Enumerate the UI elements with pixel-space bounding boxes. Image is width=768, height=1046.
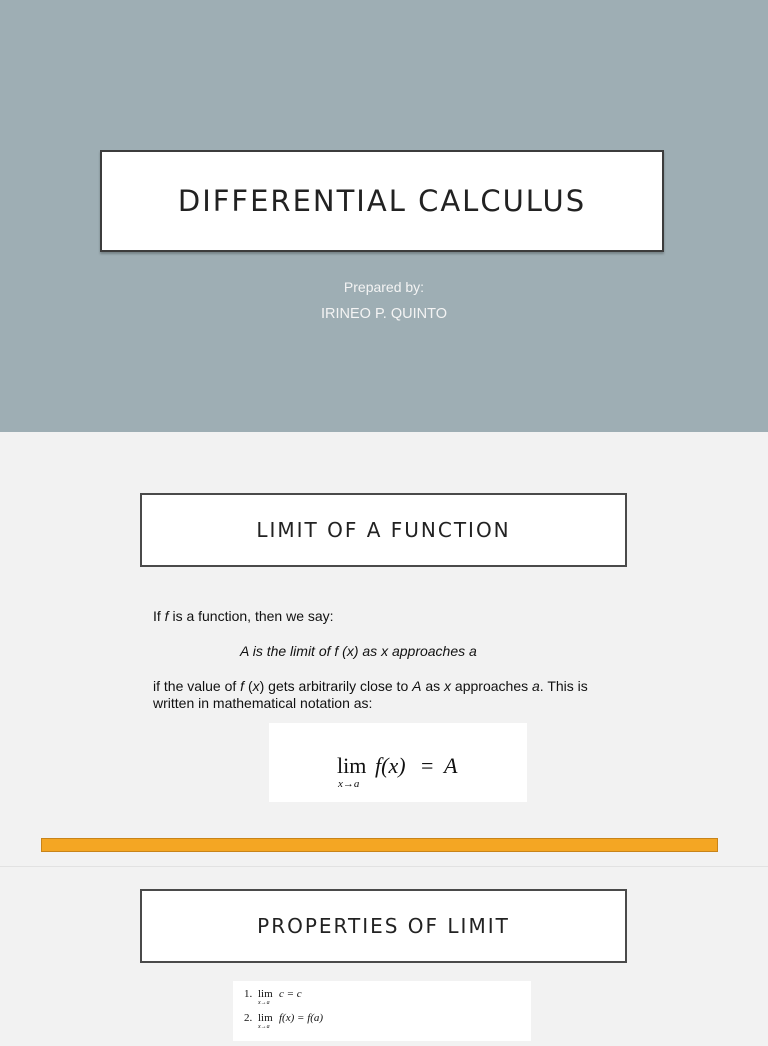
def-part: ) gets arbitrarily close to	[259, 678, 413, 694]
formula-expr: f(x)	[375, 753, 406, 778]
formula-sub: x→a	[338, 778, 360, 790]
property-2	[244, 1012, 323, 1030]
properties-image	[233, 981, 531, 1041]
def-part: A	[412, 678, 422, 694]
heading-box	[140, 493, 627, 567]
def-part: . This is written in mathematical notation as:	[153, 678, 588, 711]
property-number: 2.	[244, 1012, 253, 1024]
formula-lim: lim	[337, 753, 367, 778]
def-part: (	[244, 678, 253, 694]
intro-text	[153, 608, 623, 625]
property-number: 1.	[244, 988, 253, 1000]
slide-heading: LIMIT OF A FUNCTION	[256, 518, 511, 542]
properties-list	[233, 981, 531, 1041]
limit-formula	[269, 723, 527, 802]
limit-formula-image	[269, 723, 527, 802]
intro-post: is a function, then we say:	[168, 608, 334, 624]
def-part: approaches	[451, 678, 532, 694]
heading-box	[140, 889, 627, 963]
def-part: x	[252, 678, 260, 694]
properties-slide	[0, 866, 768, 1030]
intro-pre: If	[153, 608, 165, 624]
property-lim: lim	[258, 1012, 273, 1024]
slide-title: DIFFERENTIAL CALCULUS	[177, 184, 587, 218]
definition-text	[153, 678, 623, 712]
def-part: if the value of	[153, 678, 241, 694]
def-part: f	[240, 678, 245, 694]
property-expr: c = c	[279, 988, 302, 1000]
property-1	[244, 988, 302, 1006]
def-part: x	[444, 678, 452, 694]
prepared-by-label: Prepared by:	[343, 279, 425, 295]
property-sub: x→a	[258, 1024, 270, 1030]
accent-bar	[41, 838, 718, 852]
author-name: IRINEO P. QUINTO	[321, 306, 447, 322]
property-expr: f(x) = f(a)	[279, 1012, 324, 1024]
formula-rhs: A	[444, 753, 458, 778]
property-lim: lim	[258, 988, 273, 1000]
slide-heading: PROPERTIES OF LIMIT	[257, 914, 510, 938]
def-part: a	[532, 678, 540, 694]
property-sub: x→a	[258, 1000, 270, 1006]
intro-f: f	[164, 608, 169, 624]
limit-slide	[0, 432, 768, 865]
limit-statement: A is the limit of f (x) as x approaches a	[240, 643, 477, 659]
title-box	[100, 150, 664, 252]
title-slide	[0, 0, 768, 432]
def-part: as	[421, 678, 445, 694]
formula-eq: =	[421, 753, 434, 778]
